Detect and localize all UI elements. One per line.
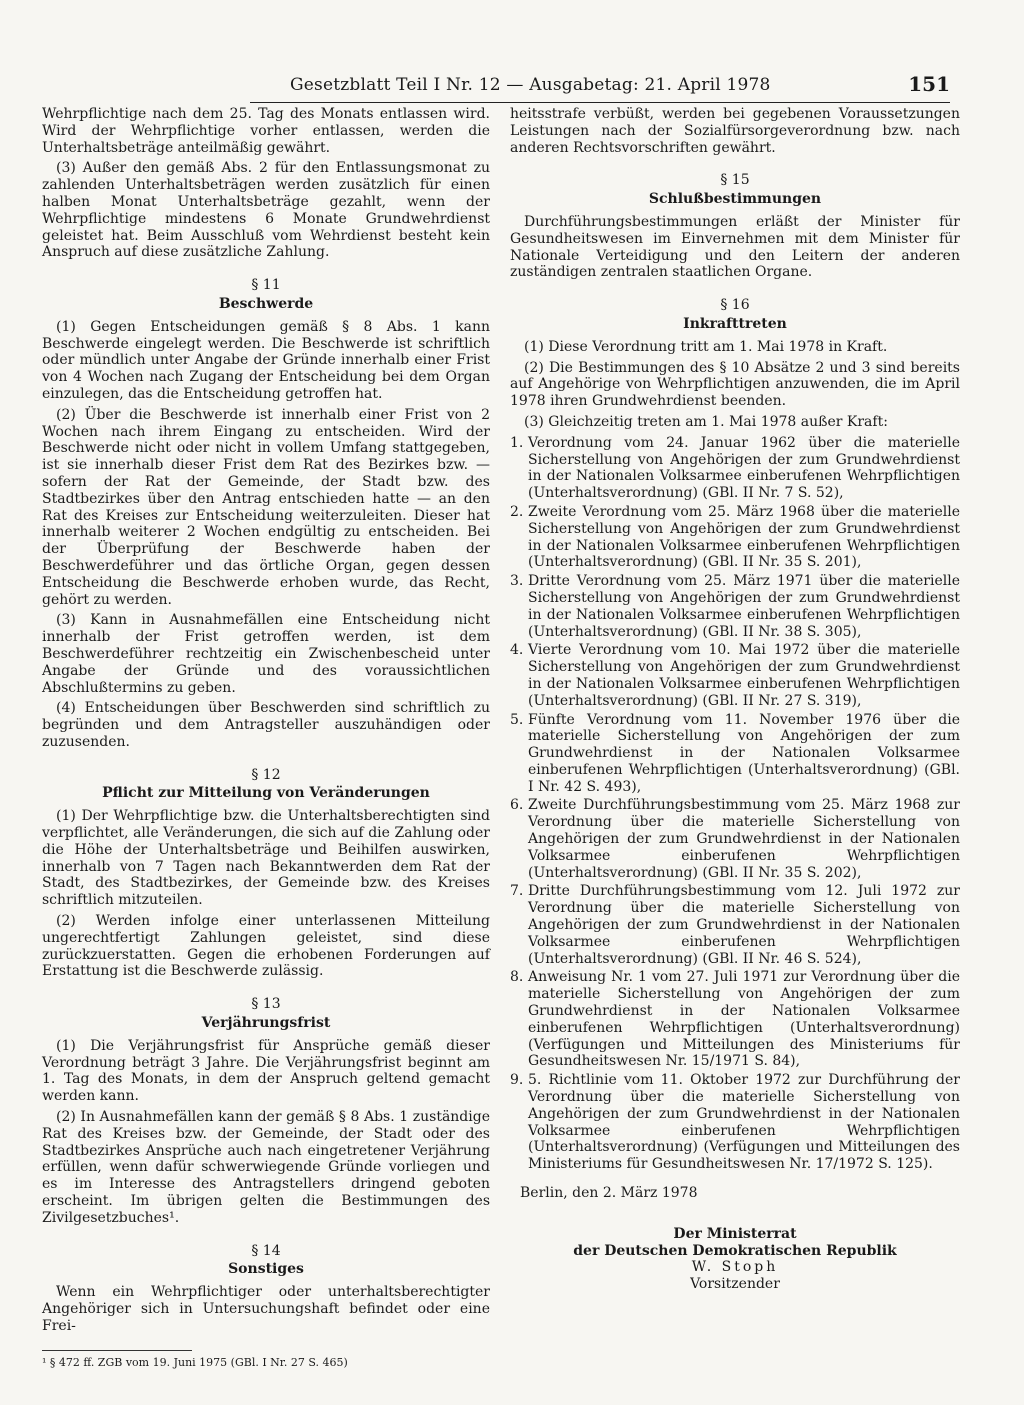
section-heading: Schlußbestimmungen: [648, 191, 822, 208]
list-text: Dritte Durchführungsbestimmung vom 12. Juli 1972 zur Verordnung über die materielle Sicherstellung von Angehörigen der zum Grundwehrdienst in der Nationalen Volksarmee einberufenen Wehrpflichtigen (Unterhaltsverordnung) (GBl. II Nr. 46 S. 524),: [528, 883, 960, 967]
signatory-org-full: der Deutschen Demokratischen Republik: [573, 1242, 897, 1259]
paragraph: (3) Gleichzeitig treten am 1. Mai 1978 außer Kraft:: [524, 413, 888, 430]
list-item: [510, 435, 960, 502]
list-text: Zweite Durchführungsbestimmung vom 25. März 1968 zur Verordnung über die materielle Sicherstellung von Angehörigen der zum Grundwehrdienst in der Nationalen Volksarmee einberufenen Wehrpflichtigen (Unterhaltsverordnung) (GBl. II Nr. 35 S. 202),: [528, 797, 960, 881]
list-number: 8.: [510, 969, 524, 986]
section-number: § 16: [720, 297, 750, 314]
list-text: Fünfte Verordnung vom 11. November 1976 über die materielle Sicherstellung von Angehörigen der zum Grundwehrdienst in der Nationalen Volksarmee einberufenen Wehrpflichtigen (Unterhaltsverordnung) (GBl. I Nr. 42 S. 493),: [528, 711, 960, 795]
paragraph: (1) Der Wehrpflichtige bzw. die Unterhaltsberechtigten sind verpflichtet, alle Veränderungen, die sich auf die Zahlung oder die Höhe der Unterhaltsbeträge und Beihilfen auswirken, innerhalb von 7 Tagen nach Bekanntwerden dem Rat der Stadt, des Stadtbezirkes, der Gemeinde bzw. des Kreises schriftlich mitzuteilen.: [42, 808, 490, 909]
section-number: § 13: [251, 996, 281, 1013]
list-number: 5.: [510, 711, 524, 728]
section-heading: Inkrafttreten: [683, 315, 787, 332]
list-item: [510, 712, 960, 796]
paragraph: (2) Werden infolge einer unterlassenen Mitteilung ungerechtfertigt Zahlungen geleistet, sind diese zurückzuerstatten. Gegen die erhobenen Forderungen auf Erstattung ist die Beschwerde zulässig.: [42, 913, 490, 980]
gazette-title: Gesetzblatt Teil I Nr. 12 — Ausgabetag: 21. April 1978: [290, 75, 771, 95]
repealed-regulations-list: [510, 435, 960, 1173]
signatory-name: W. Stoph: [691, 1259, 779, 1276]
page-number: 151: [908, 72, 950, 96]
section-number: § 15: [720, 172, 750, 189]
list-item: [510, 573, 960, 640]
list-item: [510, 1072, 960, 1173]
right-column: [510, 106, 960, 1293]
section-number: § 14: [251, 1242, 281, 1259]
list-number: 9.: [510, 1072, 524, 1089]
paragraph: (3) Kann in Ausnahmefällen eine Entscheidung nicht innerhalb der Frist getroffen werden, ist dem Beschwerdeführer rechtzeitig ein Zwischenbescheid unter Angabe der Gründe und des voraussichtlichen Abschlußtermins zu geben.: [42, 612, 490, 696]
list-item: [510, 504, 960, 571]
paragraph: (4) Entscheidungen über Beschwerden sind schriftlich zu begründen und dem Antragsteller auszuhändigen oder zuzusenden.: [42, 700, 490, 750]
footnote-divider: [42, 1350, 192, 1351]
place-date: Berlin, den 2. März 1978: [520, 1185, 698, 1202]
paragraph: (1) Diese Verordnung tritt am 1. Mai 1978 in Kraft.: [524, 338, 888, 355]
signature-block: [510, 1226, 960, 1293]
list-text: 5. Richtlinie vom 11. Oktober 1972 zur Durchführung der Verordnung über die materielle Sicherstellung von Angehörigen der zum Grundwehrdienst in der Nationalen Volksarmee einberufenen Wehrpflichtigen (Unterhaltsverordnung) (Verfügungen und Mitteilungen des Ministeriums für Gesundheitswesen Nr. 17/1972 S. 125).: [528, 1072, 960, 1173]
list-number: 6.: [510, 797, 524, 814]
list-number: 4.: [510, 642, 524, 659]
paragraph: Durchführungsbestimmungen erläßt der Minister für Gesundheitswesen im Einvernehmen mit dem Minister für Nationale Verteidigung und den Leitern der anderen zuständigen zentralen staatlichen Organe.: [510, 213, 960, 281]
list-text: Anweisung Nr. 1 vom 27. Juli 1971 zur Verordnung über die materielle Sicherstellung von Angehörigen der zum Grundwehrdienst in der Nationalen Volksarmee einberufenen Wehrpflichtigen (Unterhaltsverordnung) (Verfügungen und Mitteilungen des Ministeriums für Gesundheitswesen Nr. 15/1971 S. 84),: [528, 969, 960, 1070]
footnote: ¹ § 472 ff. ZGB vom 19. Juni 1975 (GBl. I Nr. 27 S. 465): [42, 1356, 348, 1369]
paragraph: (2) In Ausnahmefällen kann der gemäß § 8 Abs. 1 zuständige Rat des Kreises bzw. der Gemeinde, der Stadt oder des Stadtbezirkes Ansprüche auch nach eingetretener Verjährung erfüllen, wenn dafür schwerwiegende Gründe vorliegen und es im Interesse des Antragstellers dringend geboten erscheint. Im übrigen gelten die Bestimmungen des Zivilgesetzbuches¹.: [42, 1109, 490, 1226]
section-number: § 12: [251, 766, 281, 783]
section-heading: Verjährungsfrist: [201, 1015, 331, 1032]
list-item: [510, 883, 960, 967]
list-text: Verordnung vom 24. Januar 1962 über die materielle Sicherstellung von Angehörigen der zum Grundwehrdienst in der Nationalen Volksarmee einberufenen Wehrpflichtigen (Unterhaltsverordnung) (GBl. II Nr. 7 S. 52),: [528, 434, 960, 502]
list-number: 7.: [510, 883, 524, 900]
paragraph: (2) Über die Beschwerde ist innerhalb einer Frist von 2 Wochen nach ihrem Eingang zu entscheiden. Wird der Beschwerde nicht oder nicht in vollem Umfang stattgegeben, ist sie innerhalb dieser Frist dem Rat des Bezirkes bzw. — sofern der Rat der Gemeinde, der Stadt bzw. des Stadtbezirkes über den Antrag entschieden hatte — an den Rat des Kreises zur Entscheidung weiterzuleiten. Dieser hat innerhalb weiterer 2 Wochen endgültig zu entscheiden. Bei der Überprüfung der Beschwerde haben der Beschwerdeführer und das örtliche Organ, gegen dessen Entscheidung die Beschwerde erhoben wurde, das Recht, gehört zu werden.: [42, 406, 490, 608]
closing-block: [510, 1185, 960, 1293]
list-number: 1.: [510, 434, 524, 451]
paragraph: (3) Außer den gemäß Abs. 2 für den Entlassungsmonat zu zahlenden Unterhaltsbeträgen werden zusätzlich für einen halben Monat Unterhaltsbeträge gezahlt, wenn der Wehrpflichtige mindestens 6 Monate Grundwehrdienst geleistet hat. Beim Ausschluß vom Wehrdienst besteht kein Anspruch auf diese zusätzliche Zahlung.: [42, 160, 490, 261]
paragraph: Wenn ein Wehrpflichtiger oder unterhaltsberechtigter Angehöriger sich in Untersuchungshaft befindet oder eine Frei-: [42, 1284, 490, 1334]
paragraph: (1) Gegen Entscheidungen gemäß § 8 Abs. 1 kann Beschwerde eingelegt werden. Die Beschwerde ist schriftlich oder mündlich unter Angabe der Gründe innerhalb einer Frist von 4 Wochen nach Zugang der Entscheidung bei dem Organ einzulegen, das die Entscheidung getroffen hat.: [42, 318, 490, 402]
list-item: [510, 969, 960, 1070]
paragraph: (1) Die Verjährungsfrist für Ansprüche gemäß dieser Verordnung beträgt 3 Jahre. Die Verjährungsfrist beginnt am 1. Tag des Monats, in dem der Anspruch geltend gemacht werden kann.: [42, 1037, 490, 1105]
paragraph: (2) Die Bestimmungen des § 10 Absätze 2 und 3 sind bereits auf Angehörige von Wehrpflichtigen anzuwenden, die im April 1978 ihren Grundwehrdienst beenden.: [510, 359, 960, 410]
signatory-org: Der Ministerrat: [673, 1225, 797, 1242]
page-header: [250, 72, 950, 103]
signatory-role: Vorsitzender: [690, 1276, 780, 1293]
section-heading: Pflicht zur Mitteilung von Veränderungen: [102, 785, 430, 802]
section-heading: Beschwerde: [218, 295, 314, 312]
list-text: Zweite Verordnung vom 25. März 1968 über die materielle Sicherstellung von Angehörigen der zum Grundwehrdienst in der Nationalen Volksarmee einberufenen Wehrpflichtigen (Unterhaltsverordnung) (GBl. II Nr. 35 S. 201),: [528, 503, 960, 571]
list-text: Vierte Verordnung vom 10. Mai 1972 über die materielle Sicherstellung von Angehörigen der zum Grundwehrdienst in der Nationalen Volksarmee einberufenen Wehrpflichtigen (Unterhaltsverordnung) (GBl. II Nr. 27 S. 319),: [528, 642, 960, 709]
list-number: 2.: [510, 503, 524, 520]
section-number: § 11: [251, 277, 281, 294]
section-heading: Sonstiges: [228, 1261, 304, 1278]
list-text: Dritte Verordnung vom 25. März 1971 über die materielle Sicherstellung von Angehörigen der zum Grundwehrdienst in der Nationalen Volksarmee einberufenen Wehrpflichtigen (Unterhaltsverordnung) (GBl. II Nr. 38 S. 305),: [528, 573, 960, 640]
list-number: 3.: [510, 573, 524, 590]
list-item: [510, 642, 960, 709]
left-column: [42, 106, 490, 1339]
paragraph: heitsstrafe verbüßt, werden bei gegebenen Voraussetzungen Leistungen nach der Sozialfürsorgeverordnung bzw. nach anderen Rechtsvorschriften gewährt.: [510, 106, 960, 156]
paragraph: Wehrpflichtige nach dem 25. Tag des Monats entlassen wird. Wird der Wehrpflichtige vorher entlassen, werden die Unterhaltsbeträge anteilmäßig gewährt.: [42, 106, 490, 156]
list-item: [510, 797, 960, 881]
